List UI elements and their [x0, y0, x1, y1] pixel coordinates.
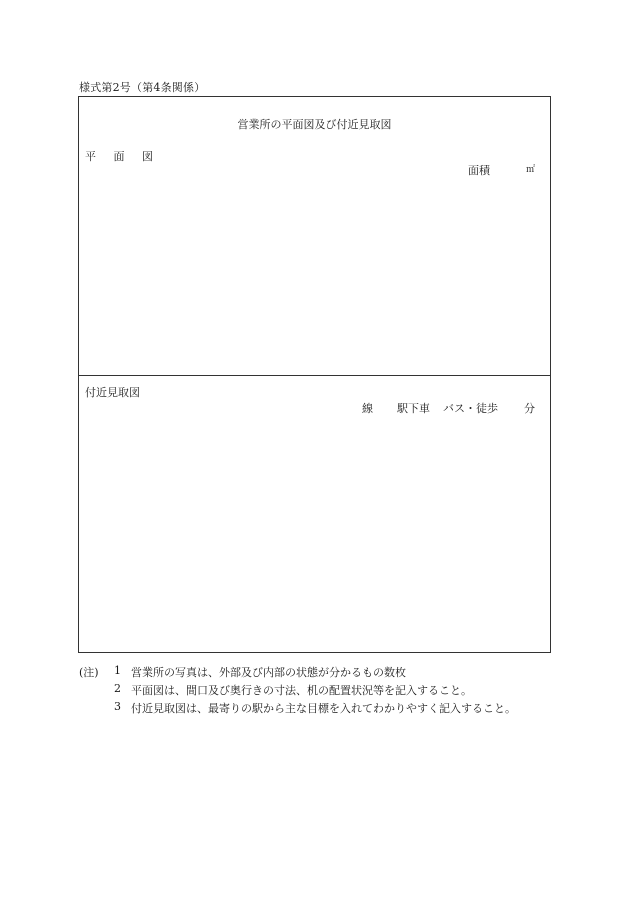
note-number: 2	[114, 682, 121, 695]
line-label: 線	[362, 402, 373, 415]
floor-plan-section	[79, 97, 550, 376]
area-label: 面積	[468, 164, 490, 177]
note-number: 3	[114, 700, 121, 713]
note-text: 付近見取図は、最寄りの駅から主な目標を入れてわかりやすく記入すること。	[131, 702, 516, 715]
transport-label: バス・徒歩	[443, 402, 498, 415]
vicinity-map-label: 付近見取図	[85, 386, 140, 399]
note-text: 平面図は、間口及び奥行きの寸法、机の配置状況等を記入すること。	[131, 684, 472, 697]
floor-plan-label-char: 図	[142, 150, 153, 163]
floor-plan-label-char: 平	[85, 150, 96, 163]
note-text: 営業所の写真は、外部及び内部の状態が分かるもの数枚	[131, 666, 406, 679]
area-unit: ㎡	[526, 165, 536, 175]
floor-plan-label	[85, 148, 167, 164]
sheet-title: 営業所の平面図及び付近見取図	[237, 118, 392, 131]
vicinity-map-section	[79, 376, 550, 652]
minutes-label: 分	[524, 402, 535, 415]
note-number: 1	[114, 664, 121, 677]
station-label: 駅下車	[397, 402, 430, 415]
form-number-label: 様式第2号（第4条関係）	[79, 81, 206, 94]
floor-plan-label-char: 面	[113, 150, 125, 163]
form-frame	[78, 96, 551, 653]
notes-prefix: (注)	[79, 666, 99, 679]
